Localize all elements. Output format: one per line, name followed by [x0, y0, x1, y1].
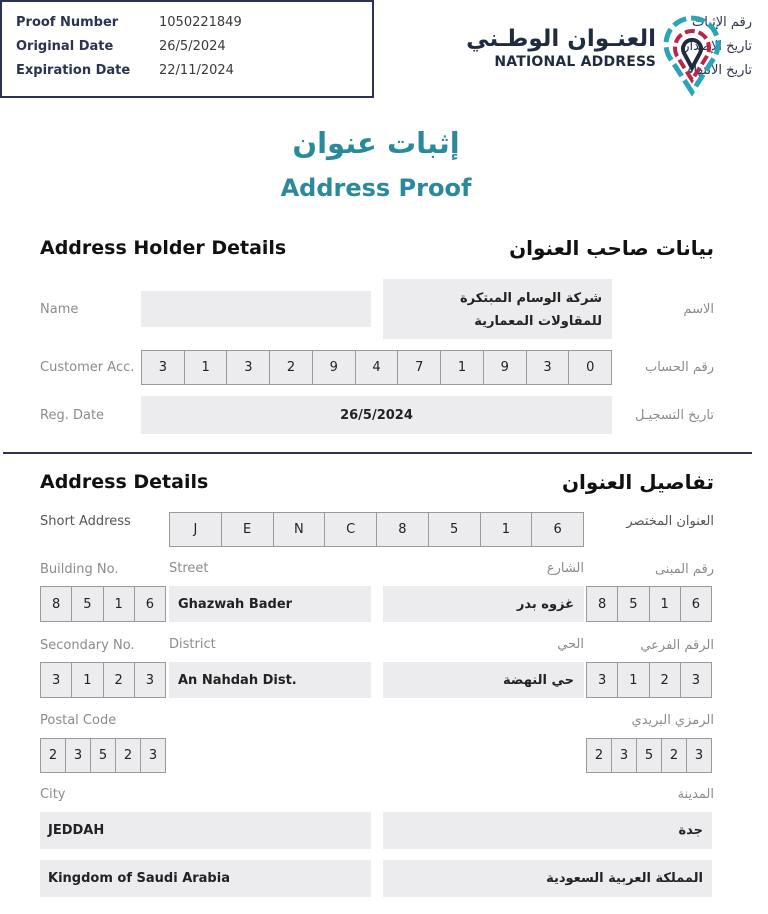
secondary-digit: 2	[650, 663, 681, 697]
location-pin-icon	[660, 6, 724, 98]
district-label-ar: الحي	[557, 637, 584, 652]
secondary-digit: 3	[691, 672, 701, 688]
expiration-date-value: 22/11/2024	[159, 63, 234, 78]
holder-heading-en: Address Holder Details	[40, 237, 287, 259]
postal-digit: 2	[116, 739, 141, 772]
secondary-number-field-en	[40, 662, 166, 698]
national-address-logo	[466, 6, 728, 98]
street-label: Street	[169, 561, 209, 576]
street-value-ar: غزوه بدر	[516, 596, 574, 612]
district-label: District	[169, 637, 216, 652]
reg-date-value: 26/5/2024	[340, 407, 413, 423]
reg-date-label: Reg. Date	[40, 408, 105, 423]
street-value-en: Ghazwah Bader	[178, 596, 293, 612]
customer-acc-label: Customer Acc.	[40, 360, 135, 375]
acc-digit: 3	[142, 351, 185, 384]
postal-digit: 2	[662, 739, 687, 772]
secondary-number-field-ar	[586, 662, 712, 698]
street-field-ar	[383, 586, 584, 622]
postal-code-field-en	[40, 738, 166, 773]
name-label-ar: الاسم	[683, 302, 714, 317]
page-title-ar: إثبات عنوان	[292, 126, 460, 160]
acc-digit: 2	[270, 351, 313, 384]
name-field-en	[141, 291, 371, 327]
original-date-label: Original Date	[16, 39, 114, 54]
city-label-ar: المدينة	[677, 787, 714, 802]
district-field-ar	[383, 662, 584, 698]
short-address-char: J	[170, 513, 222, 546]
street-field-en	[169, 586, 371, 622]
postal-code-label-ar: الرمزي البريدي	[631, 713, 714, 728]
logo-text-ar: العنـوان الوطـني	[466, 26, 656, 52]
short-address-label: Short Address	[40, 514, 131, 529]
country-field-en	[40, 860, 371, 897]
secondary-digit: 2	[104, 663, 135, 697]
expiration-date-label-ar: تاريخ الانتهاء	[687, 63, 752, 78]
building-digit: 8	[587, 587, 618, 621]
expiration-date-label: Expiration Date	[16, 63, 131, 78]
building-digit: 5	[618, 587, 649, 621]
city-value-en: JEDDAH	[48, 823, 105, 838]
building-digit: 6	[691, 596, 701, 612]
secondary-label-ar: الرقم الفرعي	[640, 638, 714, 653]
postal-digit: 3	[148, 748, 158, 763]
district-value-en: An Nahdah Dist.	[178, 672, 297, 688]
acc-digit: 3	[227, 351, 270, 384]
reg-date-label-ar: تاريخ التسجيـل	[634, 408, 714, 423]
customer-acc-label-ar: رقم الحساب	[644, 360, 714, 375]
secondary-digit: 3	[41, 663, 72, 697]
postal-code-label: Postal Code	[40, 713, 117, 728]
postal-digit: 2	[41, 739, 66, 772]
acc-digit: 0	[586, 360, 595, 375]
acc-digit: 4	[356, 351, 399, 384]
short-address-char: E	[222, 513, 274, 546]
name-label: Name	[40, 302, 79, 317]
holder-heading-ar: بيانات صاحب العنوان	[509, 236, 714, 260]
proof-number-label-ar: رقم الإثبات	[691, 15, 752, 30]
short-address-field	[169, 512, 584, 547]
section-divider	[3, 452, 752, 454]
postal-digit: 5	[637, 739, 662, 772]
building-number-field-en	[40, 586, 166, 622]
page-title-en: Address Proof	[280, 174, 472, 202]
city-label: City	[40, 787, 66, 802]
building-digit: 8	[41, 587, 72, 621]
name-value-ar: شركة الوسام المبتكرة للمقاولات المعمارية	[459, 291, 602, 329]
short-address-char: 1	[481, 513, 533, 546]
building-digit: 1	[650, 587, 681, 621]
secondary-digit: 3	[587, 663, 618, 697]
city-field-en	[40, 812, 371, 849]
acc-digit: 9	[484, 351, 527, 384]
building-label: Building No.	[40, 562, 119, 577]
street-label-ar: الشارع	[546, 561, 584, 576]
postal-digit: 2	[587, 739, 612, 772]
city-value-ar: جدة	[678, 823, 703, 838]
postal-digit: 3	[694, 748, 704, 763]
country-value-ar: المملكة العربية السعودية	[546, 871, 703, 886]
country-field-ar	[383, 860, 712, 897]
secondary-label: Secondary No.	[40, 638, 135, 653]
short-address-char: 8	[377, 513, 429, 546]
short-address-char: N	[274, 513, 326, 546]
secondary-digit: 1	[72, 663, 103, 697]
short-address-char: 6	[553, 522, 562, 537]
secondary-digit: 3	[145, 672, 155, 688]
building-digit: 1	[104, 587, 135, 621]
building-number-field-ar	[586, 586, 712, 622]
name-field-ar	[383, 279, 612, 339]
proof-number-label: Proof Number	[16, 15, 119, 30]
building-digit: 6	[145, 596, 155, 612]
postal-digit: 3	[612, 739, 637, 772]
logo-text-en: NATIONAL ADDRESS	[494, 54, 656, 70]
building-digit: 5	[72, 587, 103, 621]
acc-digit: 9	[313, 351, 356, 384]
acc-digit: 3	[527, 351, 570, 384]
city-field-ar	[383, 812, 712, 849]
district-field-en	[169, 662, 371, 698]
short-address-char: 5	[429, 513, 481, 546]
postal-code-field-ar	[586, 738, 712, 773]
country-value-en: Kingdom of Saudi Arabia	[48, 871, 230, 886]
address-heading-en: Address Details	[40, 471, 209, 493]
acc-digit: 1	[441, 351, 484, 384]
short-address-label-ar: العنوان المختصر	[626, 514, 714, 529]
proof-number-value: 1050221849	[159, 15, 242, 30]
customer-acc-field	[141, 350, 612, 385]
original-date-value: 26/5/2024	[159, 39, 226, 54]
secondary-digit: 1	[618, 663, 649, 697]
postal-digit: 5	[91, 739, 116, 772]
acc-digit: 7	[398, 351, 441, 384]
short-address-char: C	[325, 513, 377, 546]
postal-digit: 3	[66, 739, 91, 772]
address-heading-ar: تفاصيل العنوان	[561, 470, 714, 494]
acc-digit: 1	[185, 351, 228, 384]
district-value-ar: حي النهضة	[503, 672, 574, 688]
building-label-ar: رقم المبنى	[654, 562, 714, 577]
original-date-label-ar: تاريخ الإصدار	[683, 39, 752, 54]
reg-date-field	[141, 396, 612, 434]
